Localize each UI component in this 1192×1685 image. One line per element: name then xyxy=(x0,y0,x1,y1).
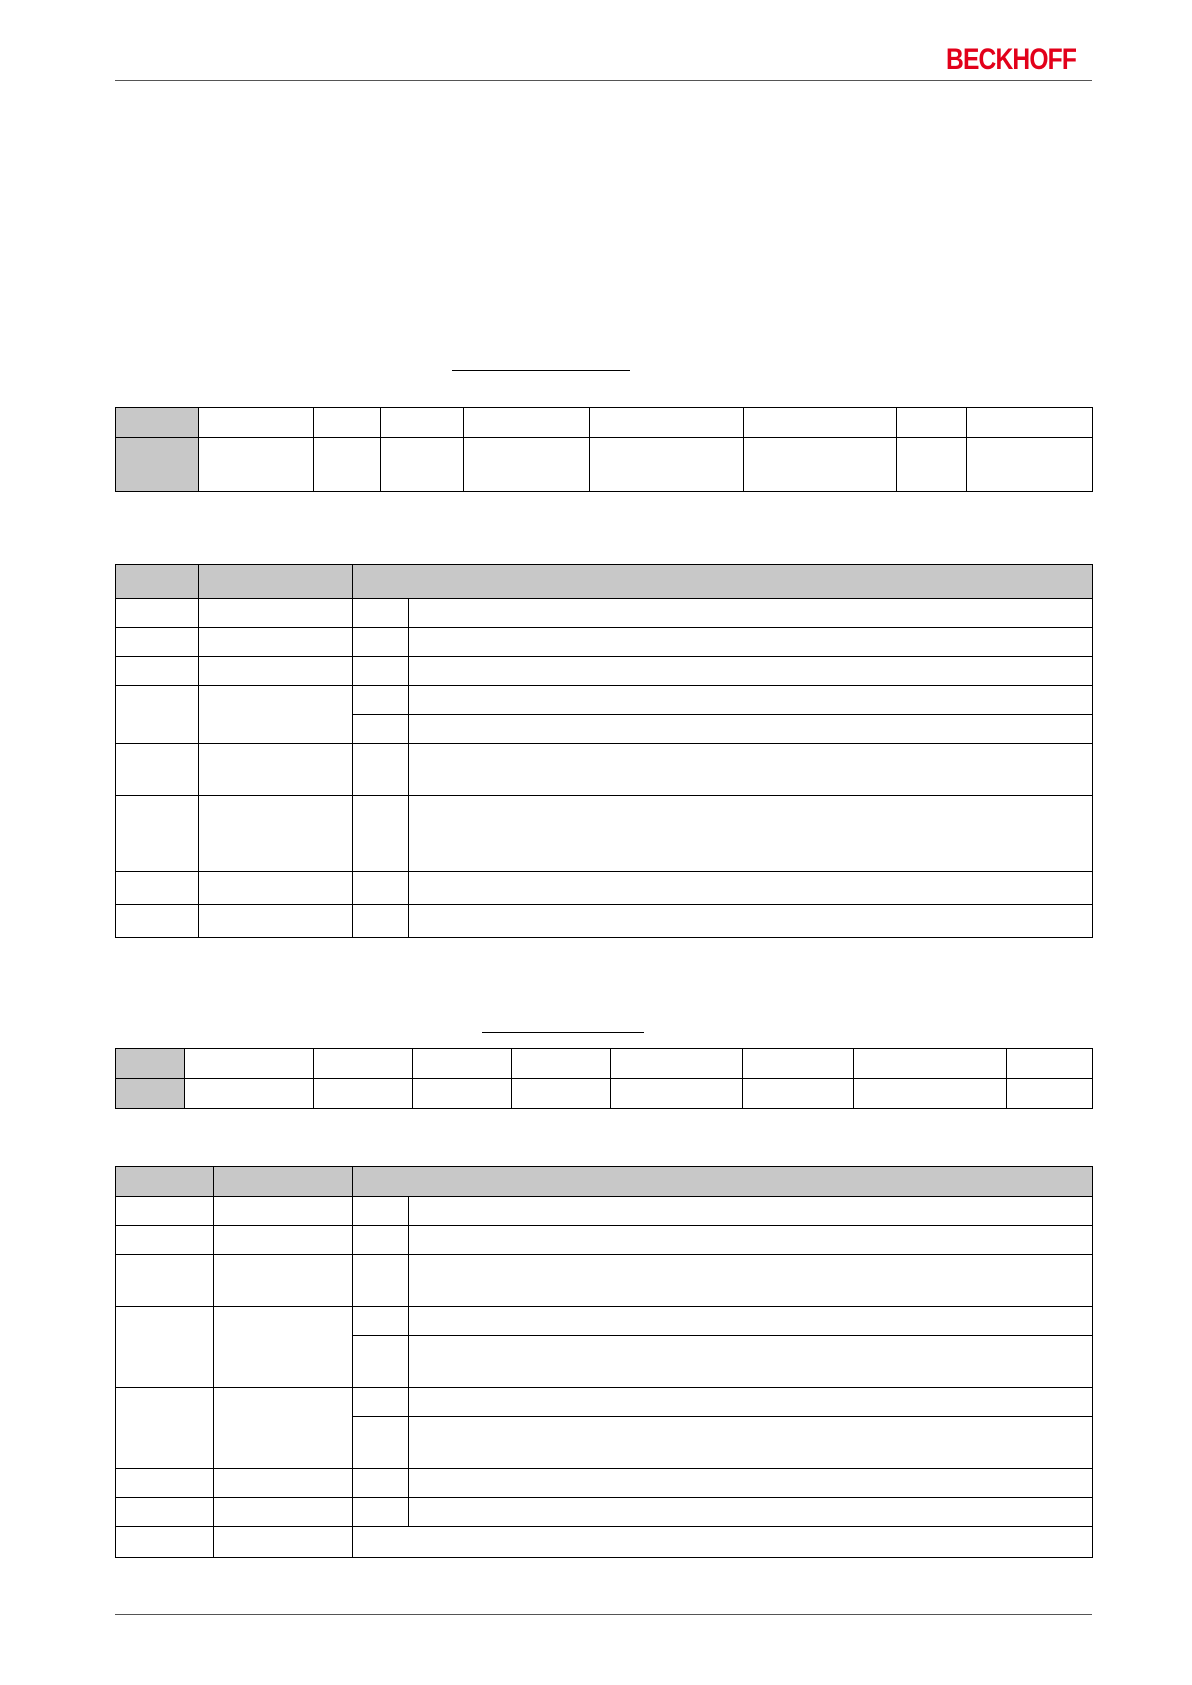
table-cell xyxy=(967,438,1093,492)
table-cell xyxy=(413,1079,512,1109)
table-cell xyxy=(116,1226,214,1255)
table-cell xyxy=(353,1255,409,1307)
table-cell-label xyxy=(116,438,199,492)
table-cell xyxy=(464,408,590,438)
table-cell xyxy=(744,438,897,492)
table-cell xyxy=(116,1197,214,1226)
table-cell xyxy=(743,1079,854,1109)
table-row xyxy=(116,1307,1093,1336)
table-cell xyxy=(199,657,353,686)
table-cell xyxy=(409,1417,1093,1469)
table-cell xyxy=(353,1417,409,1469)
table-cell xyxy=(214,1527,353,1558)
table-cell xyxy=(214,1388,353,1469)
table-cell xyxy=(409,872,1093,905)
table-cell xyxy=(409,628,1093,657)
table-cell xyxy=(314,1079,413,1109)
beckhoff-logo xyxy=(946,44,1090,76)
table-cell xyxy=(199,686,353,744)
table-cell xyxy=(199,599,353,628)
table-cell xyxy=(353,744,409,796)
table-cell xyxy=(116,1255,214,1307)
table-row xyxy=(116,1197,1093,1226)
table-cell xyxy=(199,905,353,938)
column-header xyxy=(116,1167,214,1197)
column-header xyxy=(353,565,1093,599)
table-cell xyxy=(353,1388,409,1417)
table-row xyxy=(116,905,1093,938)
table-cell xyxy=(409,1388,1093,1417)
table-cell-label xyxy=(116,1079,185,1109)
bit-description-table-2 xyxy=(115,1166,1093,1558)
table-cell xyxy=(413,1049,512,1079)
table-row xyxy=(116,1388,1093,1417)
table-cell xyxy=(353,1527,1093,1558)
table-cell xyxy=(590,408,744,438)
table-row xyxy=(116,796,1093,872)
table-cell xyxy=(409,1226,1093,1255)
table-cell xyxy=(897,438,967,492)
column-header xyxy=(353,1167,1093,1197)
table-cell xyxy=(214,1498,353,1527)
table-cell xyxy=(611,1079,743,1109)
bit-description-table-1 xyxy=(115,564,1093,938)
table-cell xyxy=(185,1049,314,1079)
table-cell xyxy=(353,796,409,872)
table-cell xyxy=(409,1336,1093,1388)
table-cell xyxy=(353,686,409,715)
table-cell xyxy=(409,744,1093,796)
table-cell xyxy=(512,1079,611,1109)
table-cell-label xyxy=(116,1049,185,1079)
table-cell xyxy=(116,686,199,744)
table-row xyxy=(116,657,1093,686)
table-cell xyxy=(353,715,409,744)
table-cell xyxy=(409,1498,1093,1527)
table-cell xyxy=(353,628,409,657)
table-cell xyxy=(897,408,967,438)
table-cell xyxy=(744,408,897,438)
table-row xyxy=(116,1255,1093,1307)
table-cell xyxy=(353,1226,409,1255)
table-cell xyxy=(854,1079,1007,1109)
table-cell xyxy=(967,408,1093,438)
table-cell xyxy=(116,796,199,872)
table-cell xyxy=(116,1527,214,1558)
table-row xyxy=(116,438,1093,492)
table-cell xyxy=(214,1255,353,1307)
table-row xyxy=(116,1527,1093,1558)
table-cell xyxy=(381,408,464,438)
table-row xyxy=(116,872,1093,905)
footer-rule xyxy=(115,1614,1092,1615)
table-cell xyxy=(353,905,409,938)
table-cell xyxy=(199,628,353,657)
table-cell xyxy=(199,872,353,905)
table-row xyxy=(116,1049,1093,1079)
table-cell xyxy=(116,657,199,686)
table-cell xyxy=(116,1469,214,1498)
table-row xyxy=(116,686,1093,715)
table-cell xyxy=(464,438,590,492)
table-cell xyxy=(409,1197,1093,1226)
table-row xyxy=(116,628,1093,657)
table-row xyxy=(116,408,1093,438)
table-row xyxy=(116,744,1093,796)
table-cell xyxy=(409,796,1093,872)
table-cell-label xyxy=(116,408,199,438)
table-cell xyxy=(409,1469,1093,1498)
table-cell xyxy=(314,1049,413,1079)
table-cell xyxy=(185,1079,314,1109)
column-header xyxy=(214,1167,353,1197)
table-cell xyxy=(353,657,409,686)
section-heading-underline xyxy=(482,1032,644,1033)
section-heading-underline xyxy=(452,370,630,371)
table-cell xyxy=(116,872,199,905)
table-row xyxy=(116,1469,1093,1498)
table-row xyxy=(116,599,1093,628)
table-cell xyxy=(199,438,314,492)
table-cell xyxy=(116,1498,214,1527)
table-cell xyxy=(214,1197,353,1226)
table-row xyxy=(116,1226,1093,1255)
table-cell xyxy=(353,599,409,628)
column-header xyxy=(199,565,353,599)
table-cell xyxy=(314,408,381,438)
logo-wordmark: BECKHOFF xyxy=(946,43,1077,76)
table-cell xyxy=(353,872,409,905)
table-cell xyxy=(353,1498,409,1527)
table-cell xyxy=(409,905,1093,938)
table-cell xyxy=(214,1226,353,1255)
table-cell xyxy=(314,438,381,492)
table-cell xyxy=(512,1049,611,1079)
table-cell xyxy=(116,1388,214,1469)
table-cell xyxy=(611,1049,743,1079)
table-cell xyxy=(353,1307,409,1336)
table-cell xyxy=(214,1307,353,1388)
table-cell xyxy=(409,599,1093,628)
table-cell xyxy=(199,408,314,438)
table-cell xyxy=(353,1197,409,1226)
header-rule xyxy=(115,80,1092,81)
table-header-row xyxy=(116,1167,1093,1197)
table-row xyxy=(116,1079,1093,1109)
table-cell xyxy=(409,686,1093,715)
table-cell xyxy=(409,1255,1093,1307)
table-cell xyxy=(214,1469,353,1498)
table-cell xyxy=(116,599,199,628)
table-cell xyxy=(353,1469,409,1498)
table-cell xyxy=(116,905,199,938)
table-cell xyxy=(116,628,199,657)
table-cell xyxy=(409,1307,1093,1336)
table-cell xyxy=(1007,1049,1093,1079)
table-cell xyxy=(743,1049,854,1079)
byte-layout-table-1 xyxy=(115,407,1093,492)
table-header-row xyxy=(116,565,1093,599)
byte-layout-table-2 xyxy=(115,1048,1093,1109)
table-cell xyxy=(199,796,353,872)
table-cell xyxy=(199,744,353,796)
table-cell xyxy=(116,744,199,796)
table-cell xyxy=(590,438,744,492)
table-cell xyxy=(381,438,464,492)
table-cell xyxy=(409,715,1093,744)
column-header xyxy=(116,565,199,599)
table-cell xyxy=(1007,1079,1093,1109)
table-cell xyxy=(353,1336,409,1388)
table-cell xyxy=(116,1307,214,1388)
table-row xyxy=(116,1498,1093,1527)
table-cell xyxy=(854,1049,1007,1079)
table-cell xyxy=(409,657,1093,686)
